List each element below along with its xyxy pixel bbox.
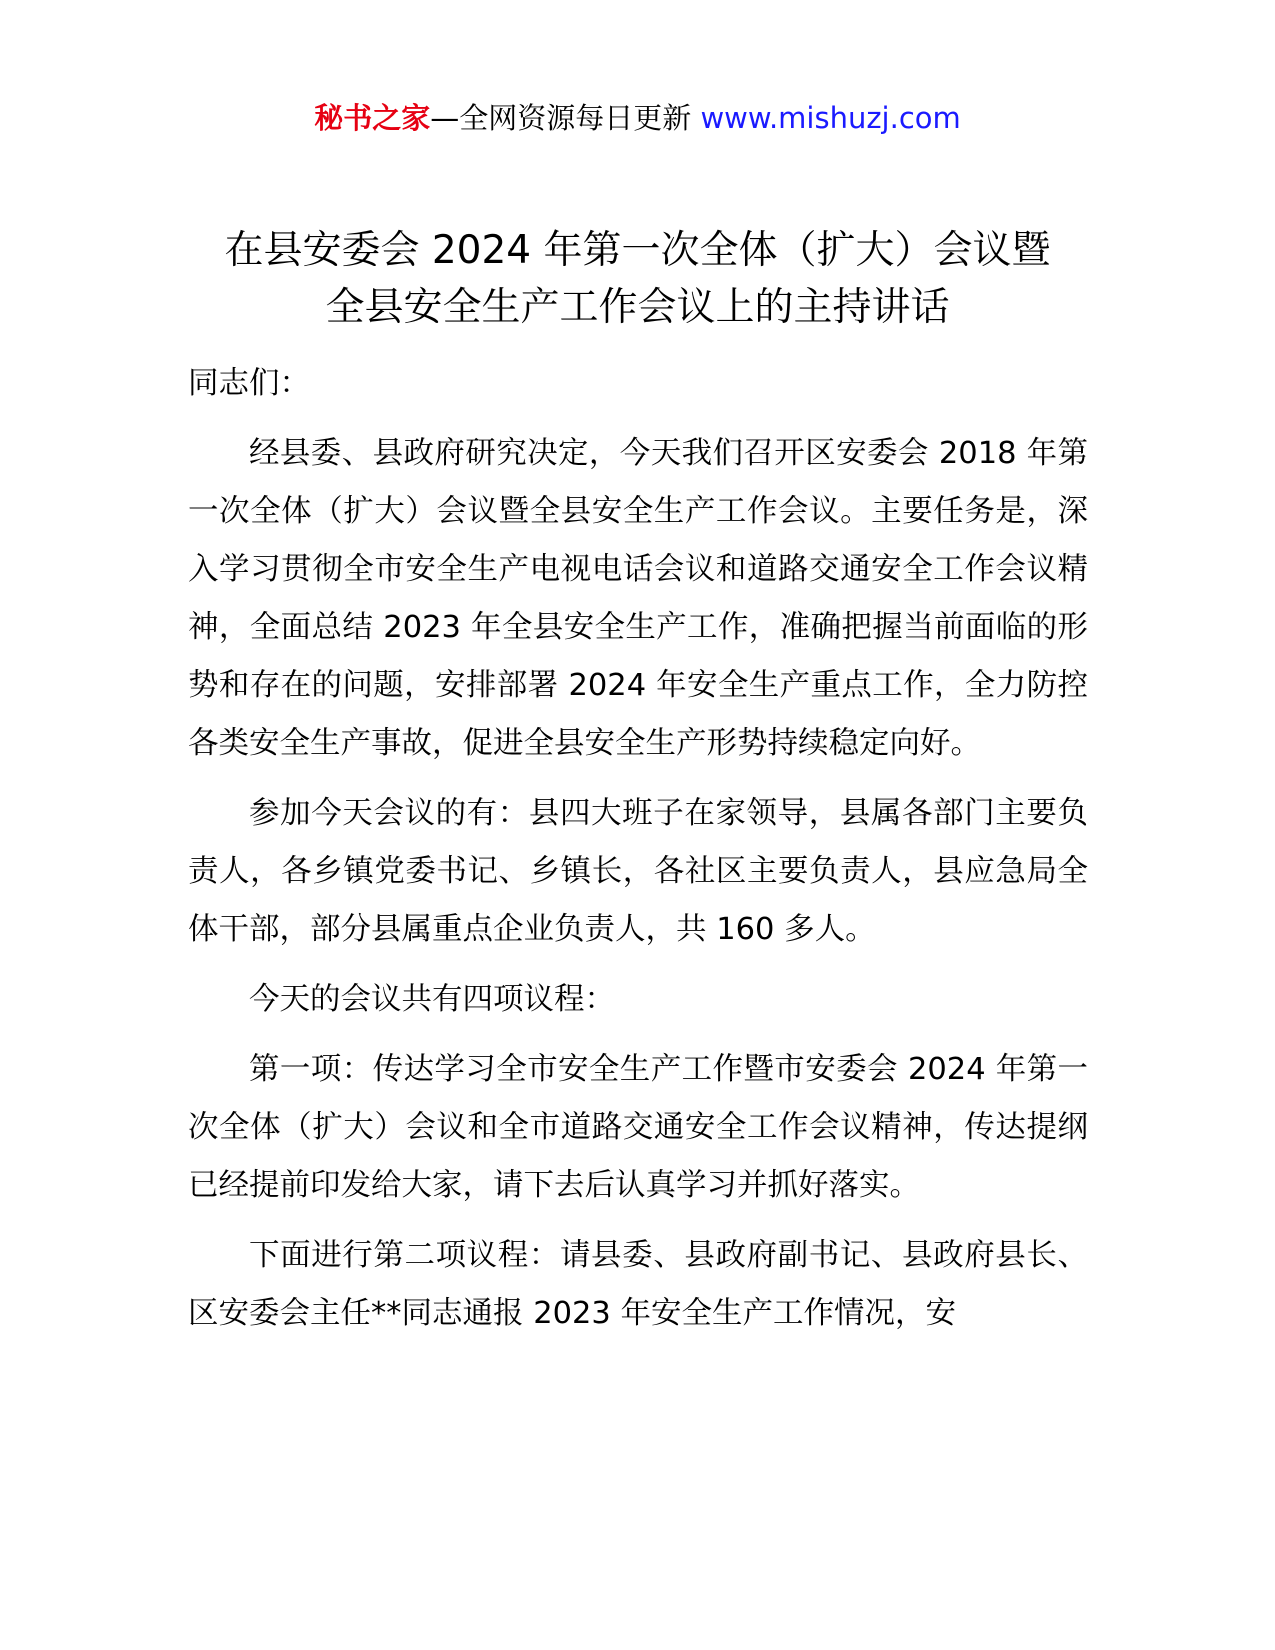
- document-body: [188, 355, 1088, 1355]
- header-tagline: —全网资源每日更新: [430, 101, 692, 135]
- title-line-2: 全县安全生产工作会议上的主持讲话: [325, 285, 950, 330]
- paragraph-4: 第一项：传达学习全市安全生产工作暨市安委会 2024 年第一次全体（扩大）会议和全市道路交通安全工作会议精神，传达提纲已经提前印发给大家，请下去后认真学习并抓好落实。: [188, 1052, 1088, 1203]
- paragraph-2: 参加今天会议的有：县四大班子在家领导，县属各部门主要负责人，各乡镇党委书记、乡镇长，各社区主要负责人，县应急局全体干部，部分县属重点企业负责人，共 160 多人。: [188, 796, 1088, 947]
- salutation: 同志们：: [188, 366, 310, 401]
- paragraph-3: 今天的会议共有四项议程：: [249, 982, 615, 1017]
- site-header: [0, 98, 1275, 138]
- document-title: [150, 222, 1125, 336]
- title-line-1: 在县安委会 2024 年第一次全体（扩大）会议暨: [224, 228, 1051, 273]
- paragraph-5: 下面进行第二项议程：请县委、县政府副书记、县政府县长、区安委会主任**同志通报 2023 年安全生产工作情况，安: [188, 1238, 1088, 1331]
- paragraph-1: 经县委、县政府研究决定，今天我们召开区安委会 2018 年第一次全体（扩大）会议暨全县安全生产工作会议。主要任务是，深入学习贯彻全市安全生产电视电话会议和道路交通安全工作会议精神，全面总结 2023 年全县安全生产工作，准确把握当前面临的形势和存在的问题，安排部署 2024 年安全生产重点工作，全力防控各类安全生产事故，促进全县安全生产形势持续稳定向好。: [188, 436, 1088, 761]
- site-url-link[interactable]: www.mishuzj.com: [700, 101, 961, 135]
- brand-name: 秘书之家: [314, 101, 431, 135]
